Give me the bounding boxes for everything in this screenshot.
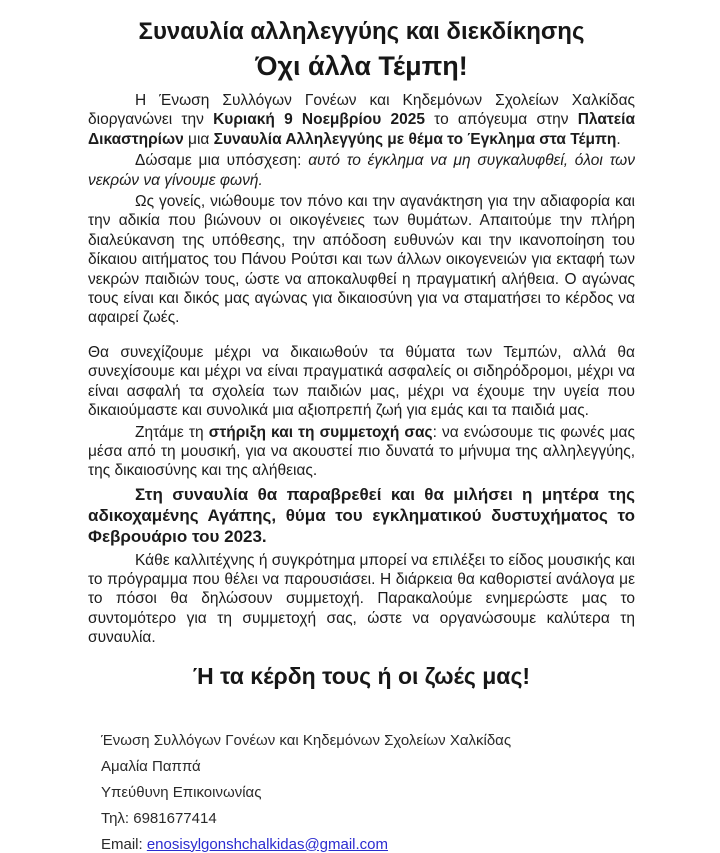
closing-slogan: Ή τα κέρδη τους ή οι ζωές μας! (192, 662, 531, 689)
text-run: Η Ένωση Συλλόγων Γονέων και Κηδεμόνων Σχολείων Χαλκίδας διοργανώνει την (88, 92, 635, 129)
paragraph-continue: Θα συνεχίζουμε μέχρι να δικαιωθούν τα θύματα των Τεμπών, αλλά θα συνεχίσουμε και μέχρι να είναι πραγματικά ασφαλείς οι σιδηρόδρομοι, μέχρι να είναι ασφαλή τα σχολεία των παιδιών μας, μέχρι να έχουμε την υγεία που δικαιούμαστε και συνολικά μια αξιοπρεπή ζωή για εμάς και τα παιδιά μας. (88, 343, 635, 420)
organization-name: Ένωση Συλλόγων Γονέων και Κηδεμόνων Σχολείων Χαλκίδας (101, 731, 512, 749)
text-run: το απόγευμα στην (424, 111, 578, 129)
paragraph-mother-speech: Στη συναυλία θα παραβρεθεί και θα μιλήσει η μητέρα της αδικοχαμένης Αγάπης, θύμα του εγκληματικού δυστυχήματος το Φεβρουάριο του 2023. (88, 484, 635, 547)
paragraph-artists: Κάθε καλλιτέχνης ή συγκρότημα μπορεί να επιλέξει το είδος μουσικής και το πρόγραμμα που θέλει να παρουσιάσει. Η διάρκεια θα καθοριστεί ανάλογα με το πόσοι θα δηλώσουν συμμετοχή. Παρακαλούμε ενημερώστε μας το συντομότερο για τη συμμετοχή σας, ώστε να οργανώσουμε καλύτερα τη συναυλία. (88, 551, 635, 647)
email-line (101, 837, 635, 853)
email-label: Email: (101, 835, 147, 853)
signature-block (88, 733, 635, 853)
text-run: Ζητάμε τη (135, 423, 209, 441)
paragraph-support-request (88, 423, 635, 481)
paragraph-promise (88, 151, 635, 190)
promise-quote-text: αυτό το έγκλημα να μη συγκαλυφθεί, όλοι των νεκρών να γίνουμε φωνή. (88, 152, 635, 189)
event-location-text: Πλατεία Δικαστηρίων (88, 111, 635, 148)
paragraph-parents: Ως γονείς, νιώθουμε τον πόνο και την αγανάκτηση για την αδιαφορία και την αδικία που βιώνουν οι οικογένειες των θυμάτων. Απαιτούμε την πλήρη διαλεύκανση της υπόθεσης, την απόδοση ευθυνών και την ικανοποίηση του δίκαιου αιτήματος του Πάνου Ρούτσι και των άλλων οικογενειών για εκταφή των νεκρών παιδιών τους, ώστε να αποκαλυφθεί η πραγματική αλήθεια. Ο αγώνας τους είναι και δικός μας αγώνας για δικαιοσύνη για να σταματήσει το κέρδος να αφαιρεί ζωές. (88, 193, 635, 327)
text-run: : να ενώσουμε τις φωνές μας μέσα από τη μουσική, για να ακουστεί πιο δυνατά το μήνυμα της αλληλεγγύης, της δικαιοσύνης και της αλήθειας. (88, 423, 635, 480)
paragraph-intro (88, 91, 635, 149)
event-name-text: Συναυλία Αλληλεγγύης με θέμα το Έγκλημα στα Τέμπη (213, 130, 617, 148)
contact-name: Αμαλία Παππά (101, 757, 201, 775)
text-run: μια (183, 130, 214, 148)
document-title: Συναυλία αλληλεγγύης και διεκδίκησης (138, 18, 585, 45)
text-run: Δώσαμε μια υπόσχεση: (135, 152, 309, 170)
document-subtitle: Όχι άλλα Τέμπη! (255, 51, 468, 81)
phone-line: Τηλ: 6981677414 (101, 809, 217, 827)
contact-role: Υπεύθυνη Επικοινωνίας (101, 783, 262, 801)
support-emphasis-text: στήριξη και τη συμμετοχή σας (208, 423, 433, 441)
event-date-text: Κυριακή 9 Νοεμβρίου 2025 (213, 111, 425, 129)
email-link[interactable]: enosisylgonshchalkidas@gmail.com (146, 835, 389, 853)
text-run: . (616, 130, 621, 148)
